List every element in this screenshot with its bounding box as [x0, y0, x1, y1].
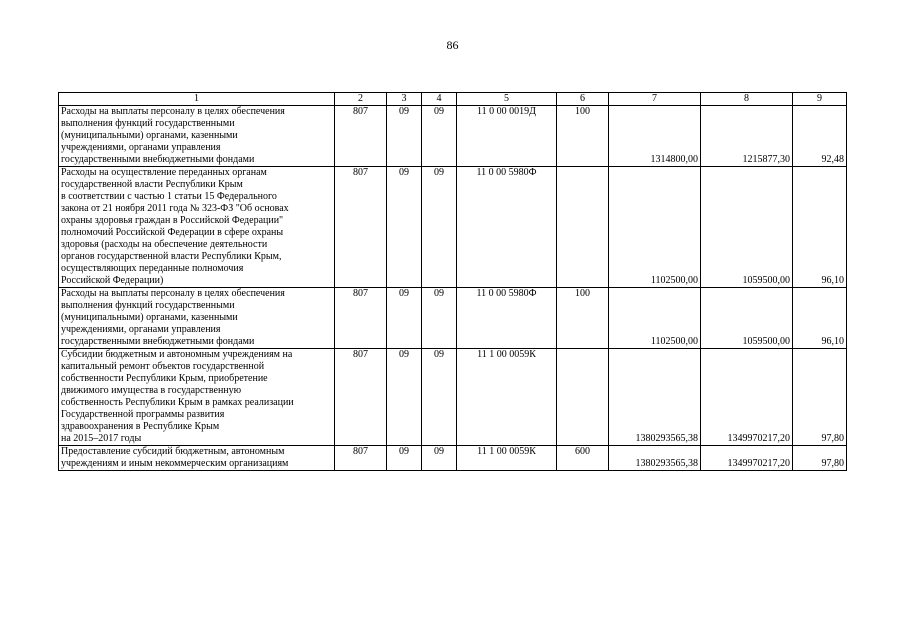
- execution-percent: 97,80: [793, 446, 847, 471]
- column-header: 2: [335, 93, 387, 106]
- subsection-code: 09: [422, 349, 457, 446]
- ministry-code: 807: [335, 288, 387, 349]
- target-article-code: 11 1 00 0059К: [457, 349, 557, 446]
- planned-amount: 1314800,00: [609, 106, 701, 167]
- execution-percent: 97,80: [793, 349, 847, 446]
- execution-percent: 96,10: [793, 288, 847, 349]
- row-description: Расходы на выплаты персоналу в целях обеспечения выполнения функций государственными (муниципальными) органами, казенными учреждениями, органами управления государственными внебюджетными фондами: [59, 106, 335, 167]
- column-header: 1: [59, 93, 335, 106]
- ministry-code: 807: [335, 349, 387, 446]
- expense-type-code: [557, 349, 609, 446]
- expense-type-code: 100: [557, 106, 609, 167]
- planned-amount: 1102500,00: [609, 167, 701, 288]
- ministry-code: 807: [335, 167, 387, 288]
- row-description: Предоставление субсидий бюджетным, автономным учреждениям и иным некоммерческим организациям: [59, 446, 335, 471]
- executed-amount: 1349970217,20: [701, 446, 793, 471]
- page-number: 86: [446, 38, 459, 52]
- planned-amount: 1380293565,38: [609, 446, 701, 471]
- execution-percent: 92,48: [793, 106, 847, 167]
- table-row: [59, 349, 847, 446]
- table-row: [59, 288, 847, 349]
- section-code: 09: [387, 106, 422, 167]
- subsection-code: 09: [422, 446, 457, 471]
- column-number-row: [59, 93, 847, 106]
- target-article-code: 11 0 00 5980Ф: [457, 288, 557, 349]
- column-header: 9: [793, 93, 847, 106]
- table-row: [59, 106, 847, 167]
- section-code: 09: [387, 167, 422, 288]
- row-description: Расходы на выплаты персоналу в целях обеспечения выполнения функций государственными (муниципальными) органами, казенными учреждениями, органами управления государственными внебюджетными фондами: [59, 288, 335, 349]
- column-header: 3: [387, 93, 422, 106]
- column-header: 4: [422, 93, 457, 106]
- expense-type-code: 100: [557, 288, 609, 349]
- column-header: 6: [557, 93, 609, 106]
- budget-table: [58, 92, 847, 471]
- row-description: Субсидии бюджетным и автономным учреждениям на капитальный ремонт объектов государственной собственности Республики Крым, приобретение движимого имущества в государственную собственность Республики Крым в рамках реализации Государственной программы развития здравоохранения в Республике Крым на 2015–2017 годы: [59, 349, 335, 446]
- planned-amount: 1102500,00: [609, 288, 701, 349]
- target-article-code: 11 0 00 0019Д: [457, 106, 557, 167]
- ministry-code: 807: [335, 446, 387, 471]
- subsection-code: 09: [422, 106, 457, 167]
- planned-amount: 1380293565,38: [609, 349, 701, 446]
- section-code: 09: [387, 446, 422, 471]
- column-header: 7: [609, 93, 701, 106]
- column-header: 5: [457, 93, 557, 106]
- executed-amount: 1215877,30: [701, 106, 793, 167]
- section-code: 09: [387, 349, 422, 446]
- target-article-code: 11 0 00 5980Ф: [457, 167, 557, 288]
- row-description: Расходы на осуществление переданных органам государственной власти Республики Крым в соответствии с частью 1 статьи 15 Федерального закона от 21 ноября 2011 года № 323-ФЗ "Об основах охраны здоровья граждан в Российской Федерации" полномочий Российской Федерации в сфере охраны здоровья (расходы на обеспечение деятельности органов государственной власти Республики Крым, осуществляющих переданные полномочия Российской Федерации): [59, 167, 335, 288]
- column-header: 8: [701, 93, 793, 106]
- section-code: 09: [387, 288, 422, 349]
- expense-type-code: 600: [557, 446, 609, 471]
- executed-amount: 1059500,00: [701, 167, 793, 288]
- table-row: [59, 167, 847, 288]
- table-row: [59, 446, 847, 471]
- subsection-code: 09: [422, 288, 457, 349]
- execution-percent: 96,10: [793, 167, 847, 288]
- ministry-code: 807: [335, 106, 387, 167]
- subsection-code: 09: [422, 167, 457, 288]
- executed-amount: 1349970217,20: [701, 349, 793, 446]
- executed-amount: 1059500,00: [701, 288, 793, 349]
- target-article-code: 11 1 00 0059К: [457, 446, 557, 471]
- expense-type-code: [557, 167, 609, 288]
